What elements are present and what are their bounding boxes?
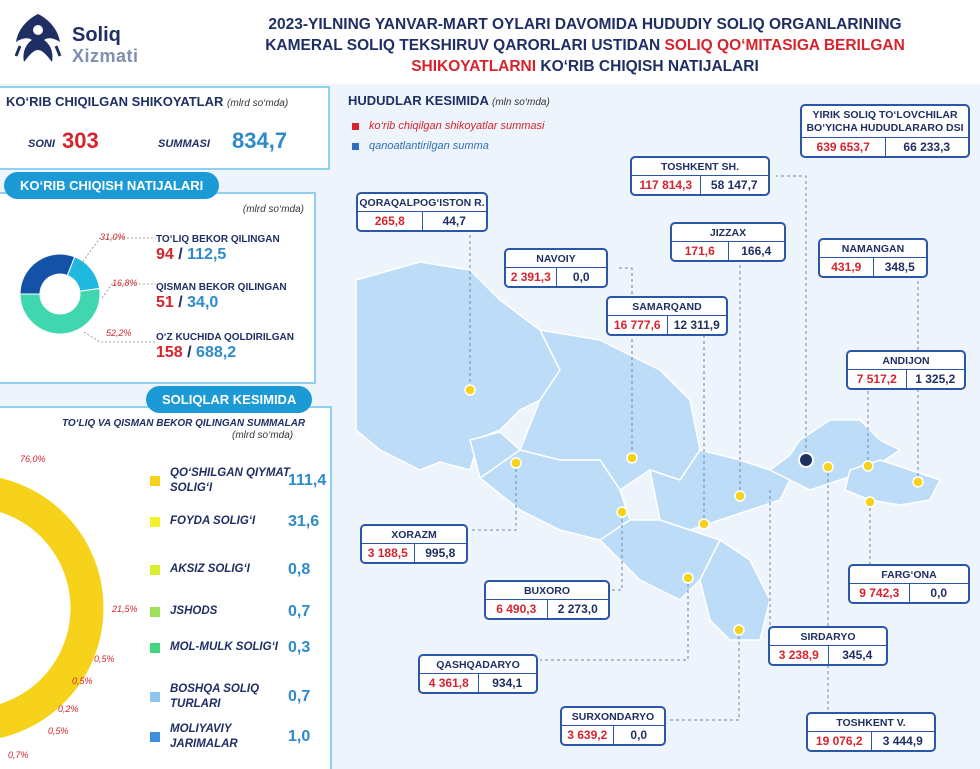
region-value-satisfied: 0,0 (630, 728, 648, 742)
tax-value-4: 0,7 (288, 602, 311, 620)
map-region-fergana-valley (845, 460, 940, 505)
region-name: NAMANGAN (820, 240, 926, 258)
tax-swatch-4 (150, 607, 160, 617)
tax-label-3: AKSIZ SOLIG‘I (170, 563, 250, 575)
map-marker-surkhandarya (734, 625, 744, 635)
region-values (820, 258, 926, 276)
region-box-jizzax (670, 222, 786, 262)
region-box-samarqand (606, 296, 728, 336)
tax-value-2: 31,6 (288, 512, 320, 530)
region-value-satisfied: 2 273,0 (557, 602, 598, 616)
region-value-total: 117 814,3 (632, 176, 701, 194)
result-label-2: QISMAN BEKOR QILINGAN (156, 282, 287, 293)
region-box-namangan (818, 238, 928, 278)
tax-item-other (150, 682, 311, 712)
tax-label-2: FOYDA SOLIG‘I (170, 515, 256, 527)
region-values (506, 268, 606, 286)
results-unit: (mlrd so‘mda) (242, 204, 304, 215)
region-value-satisfied: 58 147,7 (710, 178, 758, 192)
sum-value: 834,7 (232, 128, 288, 153)
tax-label-4: JSHODS (170, 605, 218, 617)
map-title-text: HUDUDLAR KESIMIDA (348, 93, 489, 108)
map-marker-karakalpakstan (465, 385, 475, 395)
results-panel (0, 192, 316, 384)
legend-red-text: ko‘rib chiqilgan shikoyatlar summasi (369, 120, 545, 132)
region-name: TOSHKENT V. (808, 714, 934, 732)
region-name: YIRIK SOLIQ TO‘LOVCHILAR BO‘YICHA HUDUDLARARO DSI (802, 106, 968, 138)
tax-value-7: 1,0 (288, 728, 311, 745)
region-box-fargona (848, 564, 970, 604)
tax-item-profit (150, 512, 320, 530)
tax-item-property (150, 638, 311, 656)
results-donut-slice-1 (20, 254, 75, 294)
taxes-unit: (mlrd so‘mda) (232, 430, 294, 441)
map-marker-tashkent-region (823, 462, 833, 472)
region-name: XORAZM (362, 526, 466, 544)
result-value-2-a: 51 (156, 294, 174, 311)
region-values (848, 370, 964, 388)
result-value-2: 51 / 34,0 (156, 294, 219, 311)
region-box-surxondaryo (560, 706, 666, 746)
map-marker-andijan (863, 461, 873, 471)
map-marker-samarkand (699, 519, 709, 529)
region-value-total: 3 238,9 (770, 646, 829, 664)
region-box-toshkent-v (806, 712, 936, 752)
tax-label-7: MOLIYAVIY JARIMALAR (170, 723, 238, 750)
tax-swatch-3 (150, 565, 160, 575)
complaints-heading (6, 94, 288, 109)
sum-label: SUMMASI (158, 138, 210, 150)
region-name: TOSHKENT SH. (632, 158, 768, 176)
region-value-satisfied: 0,0 (930, 586, 948, 600)
region-value-total: 19 076,2 (808, 732, 872, 750)
region-name: SURXONDARYO (562, 708, 664, 726)
title-line-2-part-b: SOLIQ QO‘MITASIGA BERILGAN (664, 37, 905, 54)
region-box-sirdaryo (768, 626, 888, 666)
count-label: SONI (28, 138, 55, 150)
tax-swatch-5 (150, 643, 160, 653)
result-pct-1: 31,0% (100, 232, 126, 242)
tax-pct-1: 76,0% (20, 454, 46, 464)
result-leader-lines (76, 224, 156, 374)
region-box-andijon (846, 350, 966, 390)
logo-text-xizmati: Xizmati (72, 46, 139, 66)
result-value-3: 158 / 688,2 (156, 344, 237, 361)
tax-pct-3: 0,5% (94, 654, 115, 664)
region-box-yirik (800, 104, 970, 158)
result-pct-2: 16,8% (112, 278, 138, 288)
region-values (672, 242, 784, 260)
complaints-heading-text: KO‘RIB CHIQILGAN SHIKOYATLAR (6, 94, 224, 109)
tax-label-6: BOSHQA SOLIQ TURLARI (170, 683, 260, 710)
region-value-total: 9 742,3 (850, 584, 910, 602)
legend-blue-text: qanoatlantirilgan summa (369, 140, 489, 152)
result-label-3: O‘Z KUCHIDA QOLDIRILGAN (156, 332, 294, 343)
region-value-satisfied: 3 444,9 (882, 734, 923, 748)
region-name: BUXORO (486, 582, 608, 600)
map-title (348, 93, 550, 108)
region-values (562, 726, 664, 744)
region-value-total: 639 653,7 (802, 138, 886, 156)
region-values (608, 316, 726, 334)
tax-pct-4: 0,5% (72, 676, 93, 686)
tax-pct-7: 0,7% (8, 750, 29, 760)
region-box-toshkent-sh (630, 156, 770, 196)
region-name: QASHQADARYO (420, 656, 536, 674)
region-name: JIZZAX (672, 224, 784, 242)
region-name: NAVOIY (506, 250, 606, 268)
map-marker-namangan (913, 477, 923, 487)
tax-swatch-2 (150, 517, 160, 527)
legend-blue (352, 140, 489, 152)
region-values (486, 600, 608, 618)
logo-text-soliq: Soliq (72, 24, 121, 46)
tax-label-1: QO‘SHILGAN QIYMAT SOLIG‘I (170, 467, 290, 494)
region-name: ANDIJON (848, 352, 964, 370)
title-line-2-part-a: KAMERAL SOLIQ TEKSHIRUV QARORLARI USTIDAN (265, 37, 665, 54)
region-value-total: 265,8 (358, 212, 423, 230)
region-value-total: 6 490,3 (486, 600, 548, 618)
region-value-total: 171,6 (672, 242, 729, 260)
title-line-3-part-b: KO‘RIB CHIQISH NATIJALARI (536, 58, 759, 75)
region-value-total: 3 639,2 (562, 726, 614, 744)
tax-item-jshods (150, 602, 311, 620)
result-value-1: 94 / 112,5 (156, 246, 227, 263)
taxes-panel (0, 406, 332, 769)
title-line-1: 2023-YILNING YANVAR-MART OYLARI DAVOMIDA HUDUDIY SOLIQ ORGANLARINING (268, 16, 902, 33)
region-value-satisfied: 12 311,9 (673, 318, 720, 332)
map-marker-jizzakh (735, 491, 745, 501)
region-box-qoraqalpogiston (356, 192, 488, 232)
tax-swatch-6 (150, 692, 160, 702)
region-value-satisfied: 66 233,3 (903, 140, 951, 154)
region-value-satisfied: 0,0 (572, 270, 590, 284)
map-marker-fergana (865, 497, 875, 507)
region-values (802, 138, 968, 156)
region-value-satisfied: 995,8 (425, 546, 456, 560)
tax-swatch-1 (150, 476, 160, 486)
result-pct-3: 52,2% (106, 328, 132, 338)
region-value-total: 16 777,6 (608, 316, 668, 334)
tax-item-penalties (150, 722, 311, 752)
region-value-satisfied: 345,4 (842, 648, 873, 662)
region-box-xorazm (360, 524, 468, 564)
region-values (632, 176, 768, 194)
tax-pct-6: 0,5% (48, 726, 69, 736)
region-value-total: 4 361,8 (420, 674, 479, 692)
region-name: SAMARQAND (608, 298, 726, 316)
title-line-3-part-a: SHIKOYATLARNI (411, 58, 537, 75)
taxes-subtitle: TO‘LIQ VA QISMAN BEKOR QILINGAN SUMMALAR (62, 418, 306, 429)
result-value-1-a: 94 (156, 246, 174, 263)
legend-red (352, 120, 544, 132)
tax-item-excise (150, 560, 311, 578)
complaints-unit: (mlrd so‘mda) (227, 98, 289, 109)
result-value-3-a: 158 (156, 344, 183, 361)
region-value-satisfied: 166,4 (741, 244, 772, 258)
taxes-pill: SOLIQLAR KESIMIDA (146, 386, 312, 413)
map-marker-khorezm (511, 458, 521, 468)
region-name: QORAQALPOG‘ISTON R. (358, 194, 486, 212)
tax-value-3: 0,8 (288, 560, 311, 578)
region-values (850, 584, 968, 602)
region-value-total: 431,9 (820, 258, 874, 276)
results-pill: KO‘RIB CHIQISH NATIJALARI (4, 172, 219, 199)
region-values (770, 646, 886, 664)
region-value-satisfied: 44,7 (442, 214, 466, 228)
tax-swatch-7 (150, 732, 160, 742)
result-value-2-b: 34,0 (187, 294, 219, 311)
region-box-navoiy (504, 248, 608, 288)
tax-item-vat (150, 466, 327, 496)
region-box-buxoro (484, 580, 610, 620)
region-values (358, 212, 486, 230)
tax-pct-5: 0,2% (58, 704, 79, 714)
map-marker-navoiy (627, 453, 637, 463)
legend-red-swatch (352, 123, 359, 130)
tax-value-6: 0,7 (288, 688, 311, 705)
taxes-donut-slice-1 (0, 474, 104, 742)
map-unit: (mln so‘mda) (491, 97, 550, 108)
region-value-satisfied: 348,5 (884, 260, 915, 274)
region-name: SIRDARYO (770, 628, 886, 646)
map-marker-kashkadarya (683, 573, 693, 583)
tax-label-5: MOL-MULK SOLIG‘I (170, 641, 278, 653)
result-label-1: TO‘LIQ BEKOR QILINGAN (156, 234, 280, 245)
count-value: 303 (62, 128, 99, 153)
tax-pct-2: 21,5% (112, 604, 138, 614)
tax-value-1: 111,4 (288, 472, 327, 489)
region-values (420, 674, 536, 692)
map-marker-bukhara (617, 507, 627, 517)
complaints-summary-panel (0, 86, 330, 170)
legend-blue-swatch (352, 143, 359, 150)
result-value-1-b: 112,5 (187, 246, 227, 263)
region-value-total: 3 188,5 (362, 544, 415, 562)
region-value-total: 7 517,2 (848, 370, 907, 388)
result-value-3-b: 688,2 (196, 344, 237, 361)
region-name: FARG‘ONA (850, 566, 968, 584)
map-marker-tashkent-city (799, 453, 813, 467)
region-box-qashqadaryo (418, 654, 538, 694)
region-values (362, 544, 466, 562)
tax-value-5: 0,3 (288, 638, 311, 656)
region-values (808, 732, 934, 750)
region-value-satisfied: 934,1 (492, 676, 523, 690)
region-value-total: 2 391,3 (506, 268, 557, 286)
region-value-satisfied: 1 325,2 (915, 372, 956, 386)
